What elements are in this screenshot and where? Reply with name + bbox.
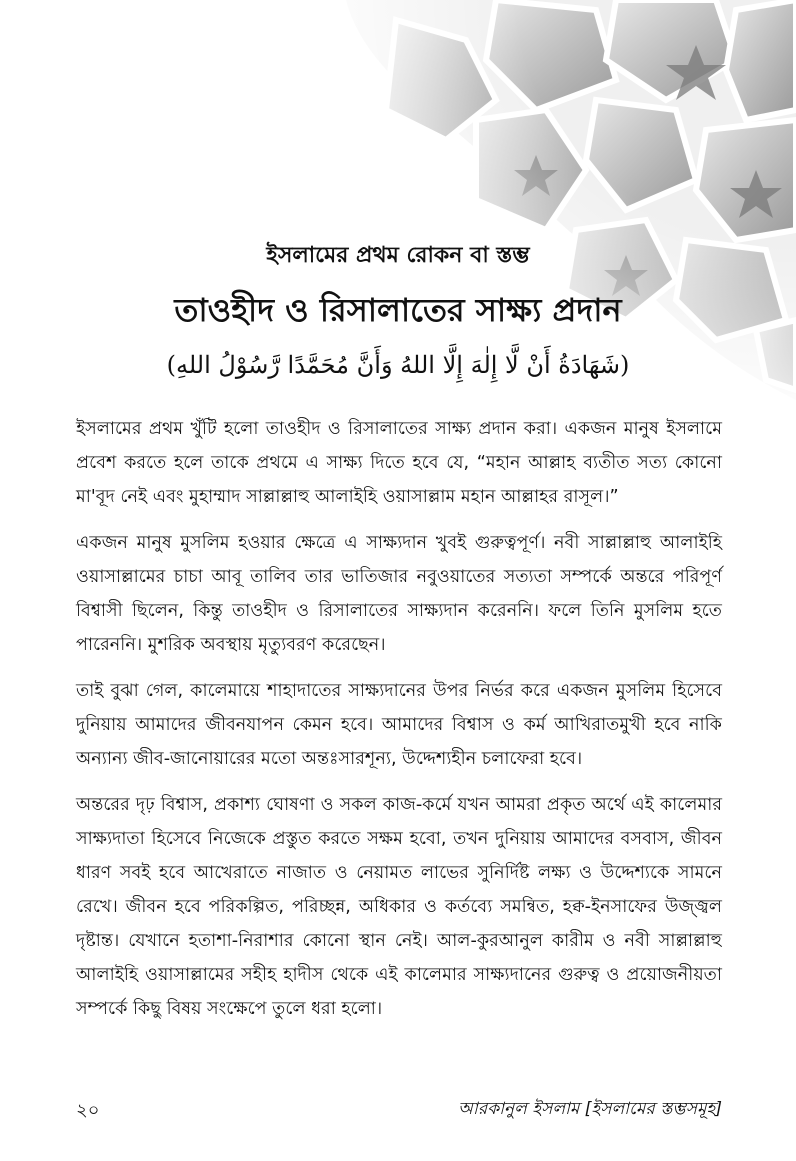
page-footer (76, 1096, 722, 1130)
running-book-title: আরকানুল ইসলাম [ইসলামের স্তম্ভসমূহ] (458, 1099, 722, 1119)
page-number: ২০ (76, 1100, 100, 1121)
arabic-shahada-text: (شَهَادَةُ أَنْ لَّا إِلٰهَ إِلَّا اللهُ وَأَنَّ مُحَمَّدًا رَّسُوْلُ اللهِ) (166, 351, 630, 379)
paragraph: তাই বুঝা গেল, কালেমায়ে শাহাদাতের সাক্ষ্যদানের উপর নির্ভর করে একজন মুসলিম হিসেবে দুনিয়ায় আমাদের জীবনযাপন কেমন হবে। আমাদের বিশ্বাস ও কর্ম আখিরাতমুখী হবে নাকি অন্যান্য জীব-জানোয়ারের মতো অন্তঃসারশূন্য, উদ্দেশ্যহীন চলাফেরা হবে। (76, 681, 722, 769)
chapter-title: তাওহীদ ও রিসালাতের সাক্ষ্য প্রদান (174, 291, 622, 329)
paragraph: অন্তরের দৃঢ় বিশ্বাস, প্রকাশ্য ঘোষণা ও সকল কাজ-কর্মে যখন আমরা প্রকৃত অর্থে এই কালেমার সাক্ষ্যদাতা হিসেবে নিজেকে প্রস্তুত করতে সক্ষম হবো, তখন দুনিয়ায় আমাদের বসবাস, জীবন ধারণ সবই হবে আখেরাতে নাজাত ও নেয়ামত লাভের সুনির্দিষ্ট লক্ষ্য ও উদ্দেশ্যকে সামনে রেখে। জীবন হবে পরিকল্পিত, পরিচ্ছন্ন, অধিকার ও কর্তব্যে সমন্বিত, হক্ব-ইনসাফের উজ্জ্বল দৃষ্টান্ত। যেখানে হতাশা-নিরাশার কোনো স্থান নেই। আল-কুরআনুল কারীম ও নবী সাল্লাল্লাহু আলাইহি ওয়াসাল্লামের সহীহ হাদীস থেকে এই কালেমার সাক্ষ্যদানের গুরুত্ব ও প্রয়োজনীয়তা সম্পর্কে কিছু বিষয় সংক্ষেপে তুলে ধরা হলো। (76, 795, 722, 1019)
body-text (76, 412, 722, 1038)
paragraph: একজন মানুষ মুসলিম হওয়ার ক্ষেত্রে এ সাক্ষ্যদান খুবই গুরুত্বপূর্ণ। নবী সাল্লাল্লাহু আলাইহি ওয়াসাল্লামের চাচা আবূ তালিব তার ভাতিজার নবুওয়াতের সত্যতা সম্পর্কে অন্তরে পরিপূর্ণ বিশ্বাসী ছিলেন, কিন্তু তাওহীদ ও রিসালাতের সাক্ষ্যদান করেননি। ফলে তিনি মুসলিম হতে পারেননি। মুশরিক অবস্থায় মৃত্যুবরণ করেছেন। (76, 533, 722, 655)
paragraph: ইসলামের প্রথম খুঁটি হলো তাওহীদ ও রিসালাতের সাক্ষ্য প্রদান করা। একজন মানুষ ইসলামে প্রবেশ করতে হলে তাকে প্রথমে এ সাক্ষ্য দিতে হবে যে, “মহান আল্লাহ ব্যতীত সত্য কোনো মা'বূদ নেই এবং মুহাম্মাদ সাল্লাল্লাহু আলাইহি ওয়াসাল্লাম মহান আল্লাহর রাসূল।” (76, 419, 722, 507)
chapter-heading (0, 238, 796, 379)
chapter-subtitle: ইসলামের প্রথম রোকন বা স্তম্ভ (266, 243, 530, 268)
